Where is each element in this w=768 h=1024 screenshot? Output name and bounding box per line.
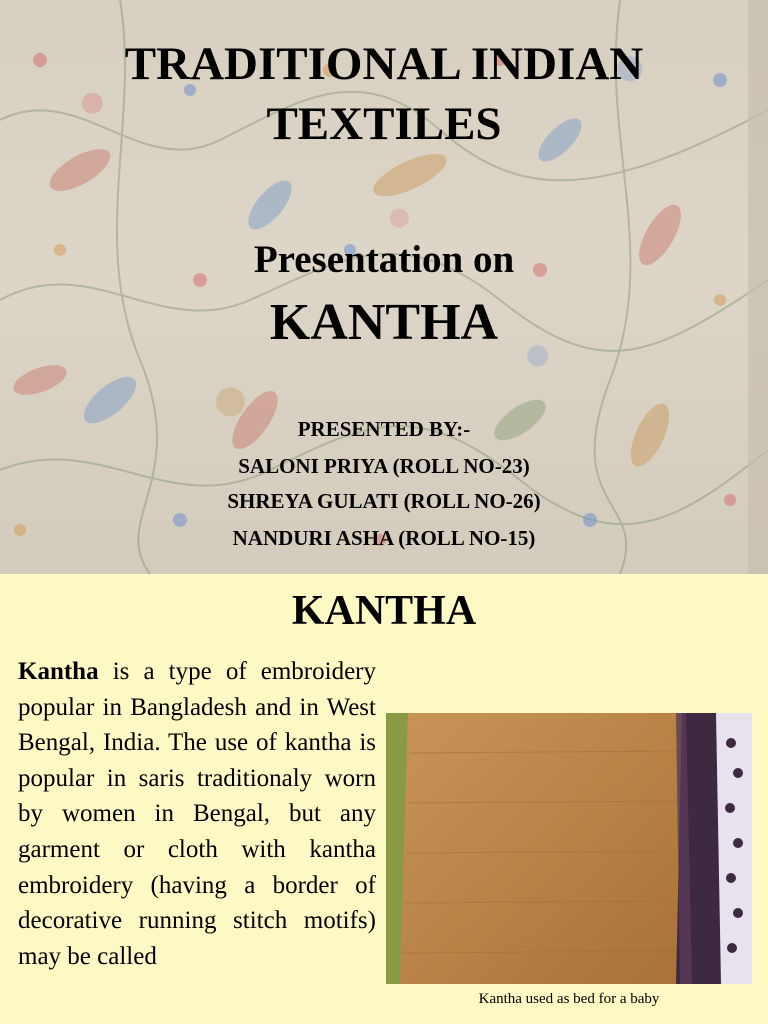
kantha-bed-photo — [386, 713, 752, 984]
body-lead-term: Kantha — [18, 658, 99, 685]
topic-title: KANTHA — [269, 294, 499, 351]
presenter-name: SHREYA GULATI (ROLL NO-26) — [227, 489, 541, 513]
kantha-photo-illustration — [386, 713, 752, 984]
presentation-on-label: Presentation on — [253, 238, 515, 281]
slide-title-line-1: TRADITIONAL INDIAN — [124, 38, 644, 90]
presenter-name: NANDURI ASHA (ROLL NO-15) — [232, 526, 536, 550]
presenter-name: SALONI PRIYA (ROLL NO-23) — [238, 454, 530, 478]
body-text: is a type of embroidery popular in Bangladesh and in West Bengal, India. The use of kantha is popular in saris traditionaly worn by women in Bengal, but any garment or cloth with kantha embroidery (having a border of decorative running stitch motifs) may be called — [18, 658, 376, 970]
body-paragraph — [18, 654, 376, 974]
presented-by-label: PRESENTED BY:- — [297, 417, 471, 441]
slide-heading: KANTHA — [291, 588, 477, 634]
content-slide — [0, 574, 768, 1024]
slide-title-line-2: TEXTILES — [266, 98, 502, 150]
image-caption: Kantha used as bed for a baby — [478, 991, 660, 1007]
